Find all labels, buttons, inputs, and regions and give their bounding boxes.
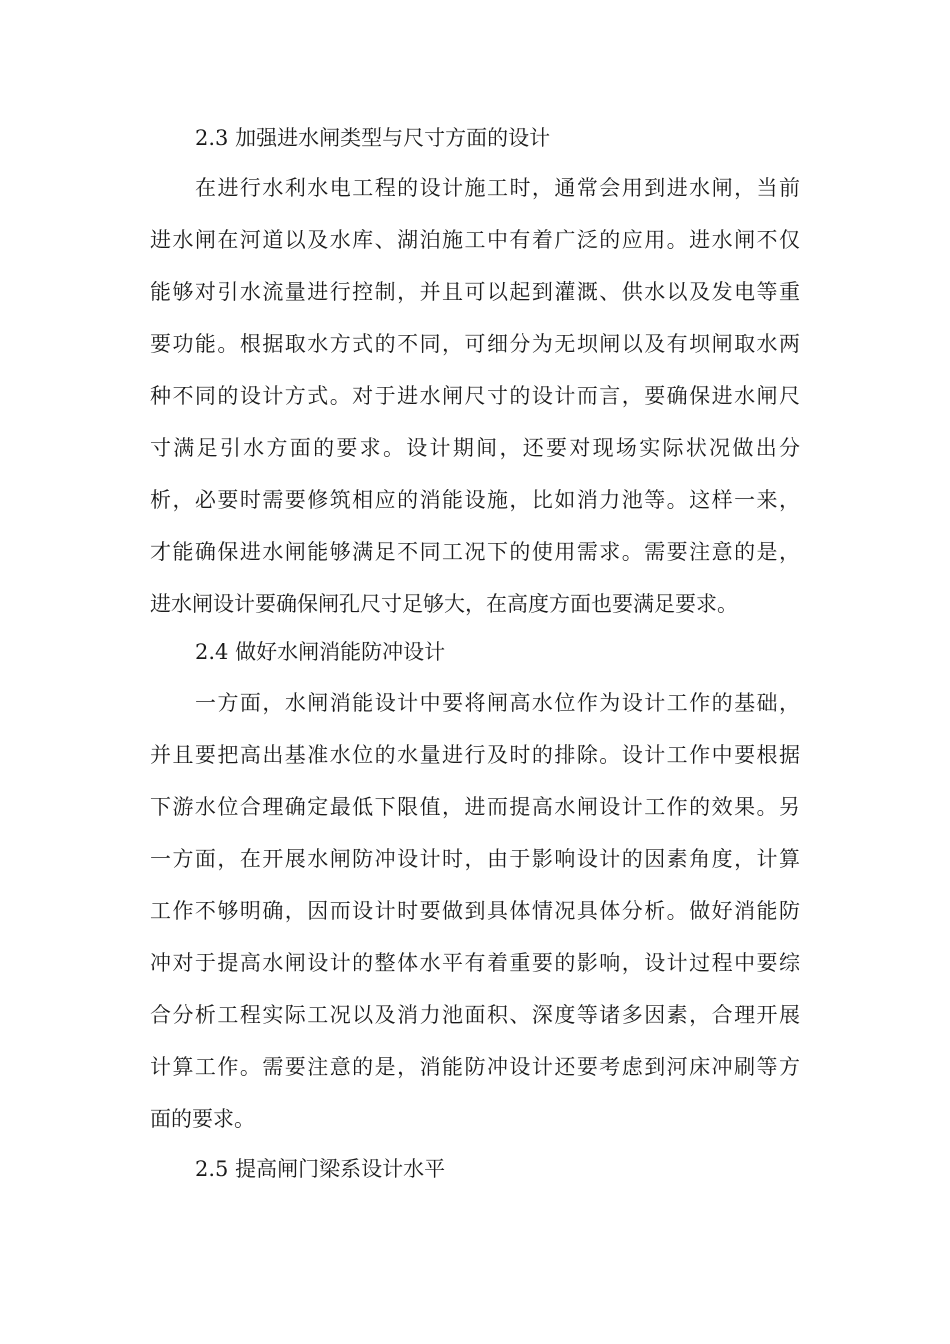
paragraph-line: 要功能。根据取水方式的不同，可细分为无坝闸以及有坝闸取水两 — [150, 332, 800, 356]
paragraph-line: 进水闸设计要确保闸孔尺寸足够大，在高度方面也要满足要求。 — [150, 592, 738, 616]
paragraph-line: 合分析工程实际工况以及消力池面积、深度等诸多因素，合理开展 — [150, 1003, 800, 1027]
paragraph-line: 冲对于提高水闸设计的整体水平有着重要的影响，设计过程中要综 — [150, 951, 800, 975]
paragraph-line: 计算工作。需要注意的是，消能防冲设计还要考虑到河床冲刷等方 — [150, 1055, 800, 1079]
paragraph-line: 进水闸在河道以及水库、湖泊施工中有着广泛的应用。进水闸不仅 — [150, 228, 800, 252]
paragraph-line: 在进行水利水电工程的设计施工时，通常会用到进水闸，当前 — [195, 176, 800, 200]
paragraph-line: 才能确保进水闸能够满足不同工况下的使用需求。需要注意的是， — [150, 540, 800, 564]
paragraph-line: 能够对引水流量进行控制，并且可以起到灌溉、供水以及发电等重 — [150, 280, 800, 304]
paragraph-line: 寸满足引水方面的要求。设计期间，还要对现场实际状况做出分 — [150, 436, 800, 460]
paragraph-line: 并且要把高出基准水位的水量进行及时的排除。设计工作中要根据 — [150, 743, 800, 767]
paragraph-line: 析，必要时需要修筑相应的消能设施，比如消力池等。这样一来， — [150, 488, 800, 512]
paragraph-line: 一方面，在开展水闸防冲设计时，由于影响设计的因素角度，计算 — [150, 847, 800, 871]
section-heading-2-3: 2.3 加强进水闸类型与尺寸方面的设计 — [195, 126, 551, 150]
paragraph-line: 工作不够明确，因而设计时要做到具体情况具体分析。做好消能防 — [150, 899, 800, 923]
paragraph-line: 面的要求。 — [150, 1107, 255, 1131]
section-heading-2-5: 2.5 提高闸门梁系设计水平 — [195, 1157, 446, 1181]
section-heading-2-4: 2.4 做好水闸消能防冲设计 — [195, 640, 446, 664]
paragraph-line: 下游水位合理确定最低下限值，进而提高水闸设计工作的效果。另 — [150, 795, 800, 819]
paragraph-line: 种不同的设计方式。对于进水闸尺寸的设计而言，要确保进水闸尺 — [150, 384, 800, 408]
paragraph-line: 一方面，水闸消能设计中要将闸高水位作为设计工作的基础， — [195, 691, 800, 715]
